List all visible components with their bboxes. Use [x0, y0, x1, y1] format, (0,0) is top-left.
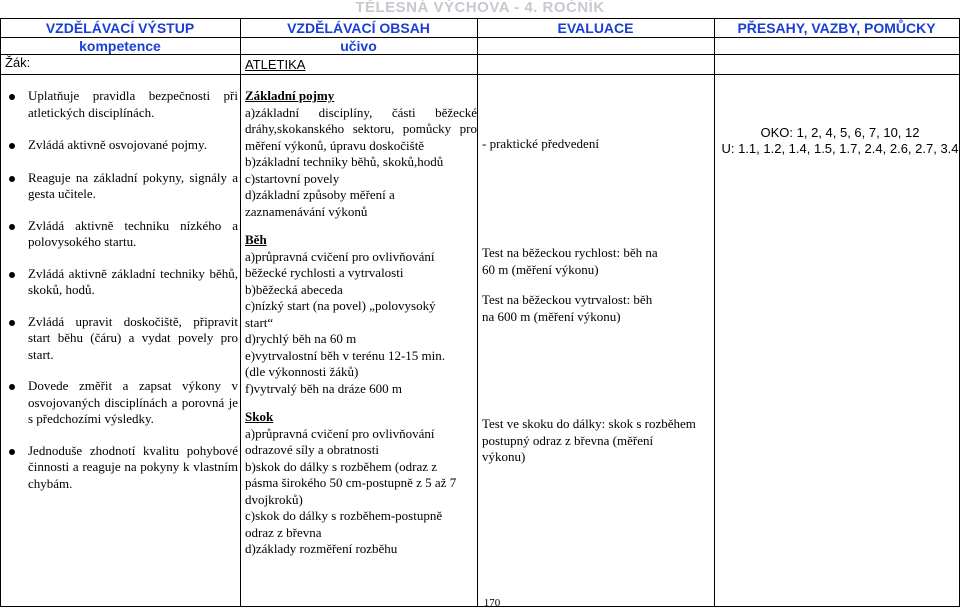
col-line-left: [0, 18, 1, 607]
skok-item: c)skok do dálky s rozběhem-postupně odraz z břevna: [245, 508, 443, 540]
evaluace-3: Test na běžeckou vytrvalost: běh na 600 m (měření výkonu): [482, 292, 653, 324]
heading-skok: Skok: [245, 409, 274, 424]
pojmy-item: d)základní způsoby měření a zaznamenávání výkonů: [245, 187, 395, 219]
header-top-line: [0, 18, 960, 19]
list-item: [8, 170, 238, 203]
vystup-text: Zvládá upravit doskočiště, připravit start běhu (čáru) a vydat povely pro start.: [28, 313, 238, 362]
list-item: [8, 137, 238, 154]
header-vystup: VZDĚLÁVACÍ VÝSTUP: [45, 20, 195, 36]
bullet-icon: [9, 94, 15, 100]
list-item: [8, 218, 238, 251]
heading-pojmy: Základní pojmy: [245, 88, 335, 103]
page-title: TĚLESNÁ VÝCHOVA - 4. ROČNÍK: [355, 0, 605, 16]
presahy-oko: OKO: 1, 2, 4, 5, 6, 7, 10, 12: [760, 125, 920, 140]
header-bottom-line: [0, 74, 960, 75]
bullet-icon: [9, 384, 15, 390]
evaluace-4: Test ve skoku do dálky: skok s rozběhem postupný odraz z břevna (měření výkonu): [482, 416, 696, 464]
section-atletika: ATLETIKA: [245, 57, 306, 72]
beh-item: b)běžecká abeceda: [245, 281, 343, 297]
header-evaluace: EVALUACE: [557, 20, 634, 36]
col-line-3: [714, 18, 715, 607]
bullet-icon: [9, 449, 15, 455]
presahy-column: [720, 125, 960, 157]
vystup-text: Zvládá aktivně techniku nízkého a polovysokého startu.: [28, 217, 238, 249]
col-line-2: [477, 18, 478, 607]
bullet-icon: [9, 224, 15, 230]
header-kompetence: kompetence: [79, 38, 161, 54]
list-item: [8, 266, 238, 299]
skok-item: d)základy rozměření rozběhu: [245, 541, 398, 556]
list-item: [8, 378, 238, 428]
obsah-column: [245, 88, 477, 558]
vystup-text: Zvládá aktivně základní techniky běhů, skoků, hodů.: [28, 265, 238, 297]
col-line-1: [240, 18, 241, 607]
vystup-text: Zvládá aktivně osvojované pojmy.: [28, 137, 207, 152]
bullet-icon: [9, 272, 15, 278]
header-sub-line: [0, 54, 960, 55]
beh-item: a)průpravná cvičení pro ovlivňování běžecké rychlosti a vytrvalosti: [245, 248, 435, 280]
bullet-icon: [9, 320, 15, 326]
evaluace-2: Test na běžeckou rychlost: běh na 60 m (měření výkonu): [482, 245, 658, 277]
header-obsah: VZDĚLÁVACÍ OBSAH: [287, 20, 430, 36]
bullet-icon: [9, 176, 15, 182]
vystup-text: Uplatňuje pravidla bezpečnosti při atletických disciplínách.: [28, 88, 238, 120]
list-item: [8, 88, 238, 121]
vystupy-list: [8, 88, 238, 492]
presahy-u: U: 1.1, 1.2, 1.4, 1.5, 1.7, 2.4, 2.6, 2.7, 3.4: [721, 141, 959, 156]
header-presahy: PŘESAHY, VAZBY, POMŮCKY: [737, 20, 936, 36]
vystup-text: Dovede změřit a zapsat výkony v osvojovaných disciplínách a porovná je s předchozími výsledky.: [28, 378, 238, 426]
label-zak: Žák:: [5, 55, 31, 70]
beh-item: f)vytrvalý běh na dráze 600 m: [245, 380, 403, 396]
pojmy-item: b)základní techniky běhů, skoků,hodů: [245, 154, 444, 169]
list-item: [8, 443, 238, 493]
vystup-text: Jednoduše zhodnotí kvalitu pohybové činnosti a reaguje na pokyny k vlastním chybám.: [28, 442, 238, 491]
vystup-text: Reaguje na základní pokyny, signály a gesta učitele.: [28, 169, 238, 201]
pojmy-item: c)startovní povely: [245, 170, 340, 186]
beh-item: c)nízký start (na povel) „polovysoký start“: [245, 298, 436, 330]
heading-beh: Běh: [245, 232, 267, 247]
pojmy-item: a)základní disciplíny, části běžecké dráhy,skokanského sektoru, pomůcky pro měření výkonů, úpravu doskočiště: [245, 104, 477, 153]
page-number: 170: [483, 597, 501, 609]
evaluace-1: - praktické předvedení: [482, 136, 599, 151]
beh-item: e)vytrvalostní běh v terénu 12-15 min. (dle výkonnosti žáků): [245, 347, 446, 379]
list-item: [8, 314, 238, 364]
skok-item: a)průpravná cvičení pro ovlivňování odrazové síly a obratnosti: [245, 425, 435, 457]
beh-item: d)rychlý běh na 60 m: [245, 331, 357, 346]
skok-item: b)skok do dálky s rozběhem (odraz z pásma širokého 50 cm-postupně z 5 až 7 dvojkroků): [245, 458, 457, 507]
bullet-icon: [9, 143, 15, 149]
header-ucivo: učivo: [340, 38, 377, 54]
